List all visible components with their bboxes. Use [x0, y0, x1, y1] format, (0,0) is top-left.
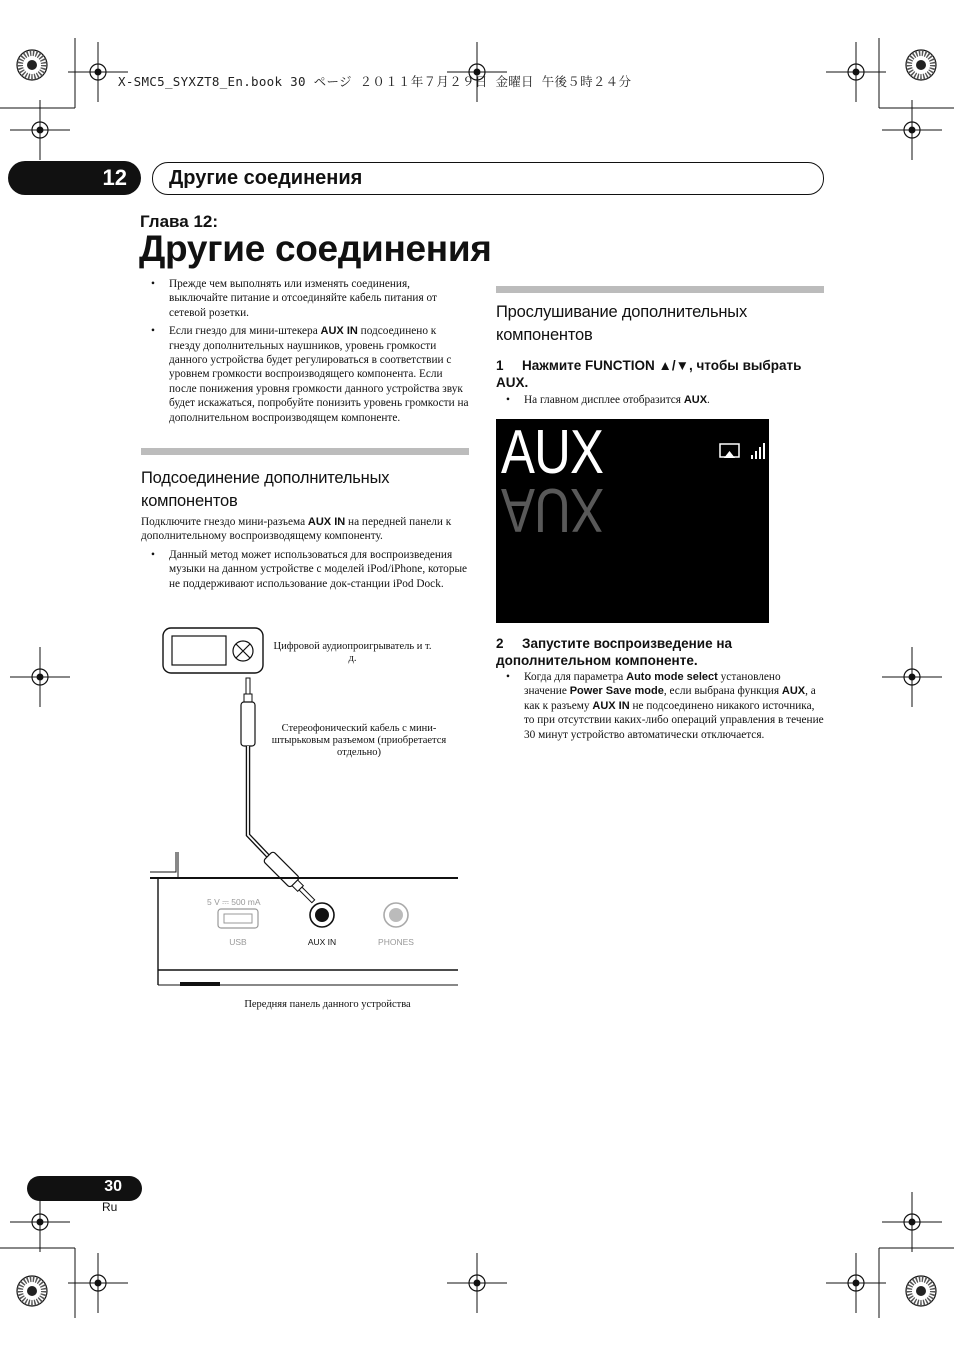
display-aux-text: AUX — [501, 419, 604, 487]
airplay-signal-icon — [718, 441, 766, 461]
bold-run: Power Save mode — [569, 685, 664, 698]
panel-caption: Передняя панель данного устройства — [244, 999, 411, 1010]
step-number: 2 — [496, 636, 504, 651]
language-code: Ru — [102, 1200, 118, 1214]
text-run: , если выбрана функция — [663, 685, 782, 698]
text-run: не подсоединено никакого источника, то при отсутствии каких-либо операций управления в течение 30 минут устройство автоматически отключается. — [524, 699, 824, 741]
step-2-block — [496, 635, 826, 742]
bold-run: AUX IN — [307, 516, 346, 529]
page-number: 30 — [104, 1178, 122, 1195]
player-screen — [172, 636, 226, 665]
section-rule — [496, 286, 824, 293]
chapter-number-badge — [8, 161, 141, 195]
chapter-bar-title: Другие соединения — [169, 167, 363, 189]
section-rule — [141, 448, 469, 455]
text-run: на передней панели к дополнительному воспроизводящему компоненту. — [141, 516, 452, 543]
bold-run: AUX IN — [320, 325, 358, 338]
step-1 — [496, 357, 824, 391]
step-number: 1 — [496, 358, 504, 373]
step-2-bullet — [496, 670, 826, 742]
bold-run: Auto mode select — [626, 671, 718, 683]
display-aux-reflection: AUX — [501, 475, 604, 544]
text-run: Когда для параметра — [524, 671, 627, 683]
chapter-number: 12 — [102, 165, 127, 190]
text-run: Подключите гнездо мини-разъема — [141, 516, 308, 529]
chapter-label: Глава 12: — [140, 212, 219, 231]
section-heading: Подсоединение дополнительных компонентов — [141, 469, 390, 511]
text-run: На главном дисплее отобразится — [524, 394, 684, 406]
connection-diagram — [140, 620, 470, 990]
step-2 — [496, 635, 826, 669]
bold-run: AUX — [683, 394, 708, 406]
text-run: Если гнездо для мини-штекера — [169, 325, 321, 338]
usb-label: USB — [229, 937, 247, 947]
right-column — [496, 286, 824, 407]
aux-in-label: AUX IN — [307, 937, 337, 947]
top-plug — [241, 678, 255, 746]
player-caption: Цифровой аудиопроигрыватель и т. д. — [273, 641, 432, 664]
usb-rating: 5 V ⎓ 500 mA — [207, 897, 261, 907]
text-run: . — [707, 394, 710, 406]
phones-label: PHONES — [378, 937, 414, 947]
text-run: , а как к разъему — [524, 685, 816, 712]
bold-run: AUX IN — [592, 699, 630, 712]
chapter-title-bar — [152, 162, 824, 195]
section-paragraph — [141, 515, 469, 544]
page-number-badge — [27, 1176, 142, 1201]
bold-run: AUX — [781, 685, 806, 698]
main-display-screenshot — [496, 419, 769, 623]
text-run: подсоединено к гнезду дополнительных наушников, уровень громкости данного устройства будет регулироваться в соответствии с уровнем громкости воспроизводящего компонента. Если после понижения уровня громкости данного устройства звук будет искажаться, попробуйте понизить уровень громкости на дополнительном воспроизводящем компоненте. — [169, 325, 469, 424]
file-header: X-SMC5_SYXZT8_En.book 30 ページ ２０１１年７月２９日 金曜日 午後５時２４分 — [118, 74, 632, 89]
page-title: Другие соединения — [139, 228, 492, 269]
cable-caption: Стереофонический кабель с мини-штырьковым разъемом (приобретается отдельно) — [271, 723, 447, 758]
step-text: Запустите воспроизведение на дополнительном компоненте. — [496, 636, 733, 668]
front-panel — [150, 852, 458, 986]
step-1-bullet — [496, 393, 824, 407]
left-column — [141, 277, 469, 591]
intro-bullet: • Прежде чем выполнять или изменять соединения, выключайте питание и отсоединяйте кабель питания от сетевой розетки. — [141, 277, 469, 320]
section-heading: Прослушивание дополнительных компонентов — [496, 303, 747, 344]
step-text: Нажмите FUNCTION ▲/▼, чтобы выбрать AUX. — [496, 358, 802, 390]
cable — [248, 746, 268, 856]
text-run: установлено значение — [524, 671, 781, 698]
intro-bullet — [141, 324, 469, 425]
section-bullet: • Данный метод может использоваться для воспроизведения музыки на данном устройстве с моделей iPod/iPhone, которые не поддерживают использование док-станции iPod Dock. — [141, 548, 469, 591]
